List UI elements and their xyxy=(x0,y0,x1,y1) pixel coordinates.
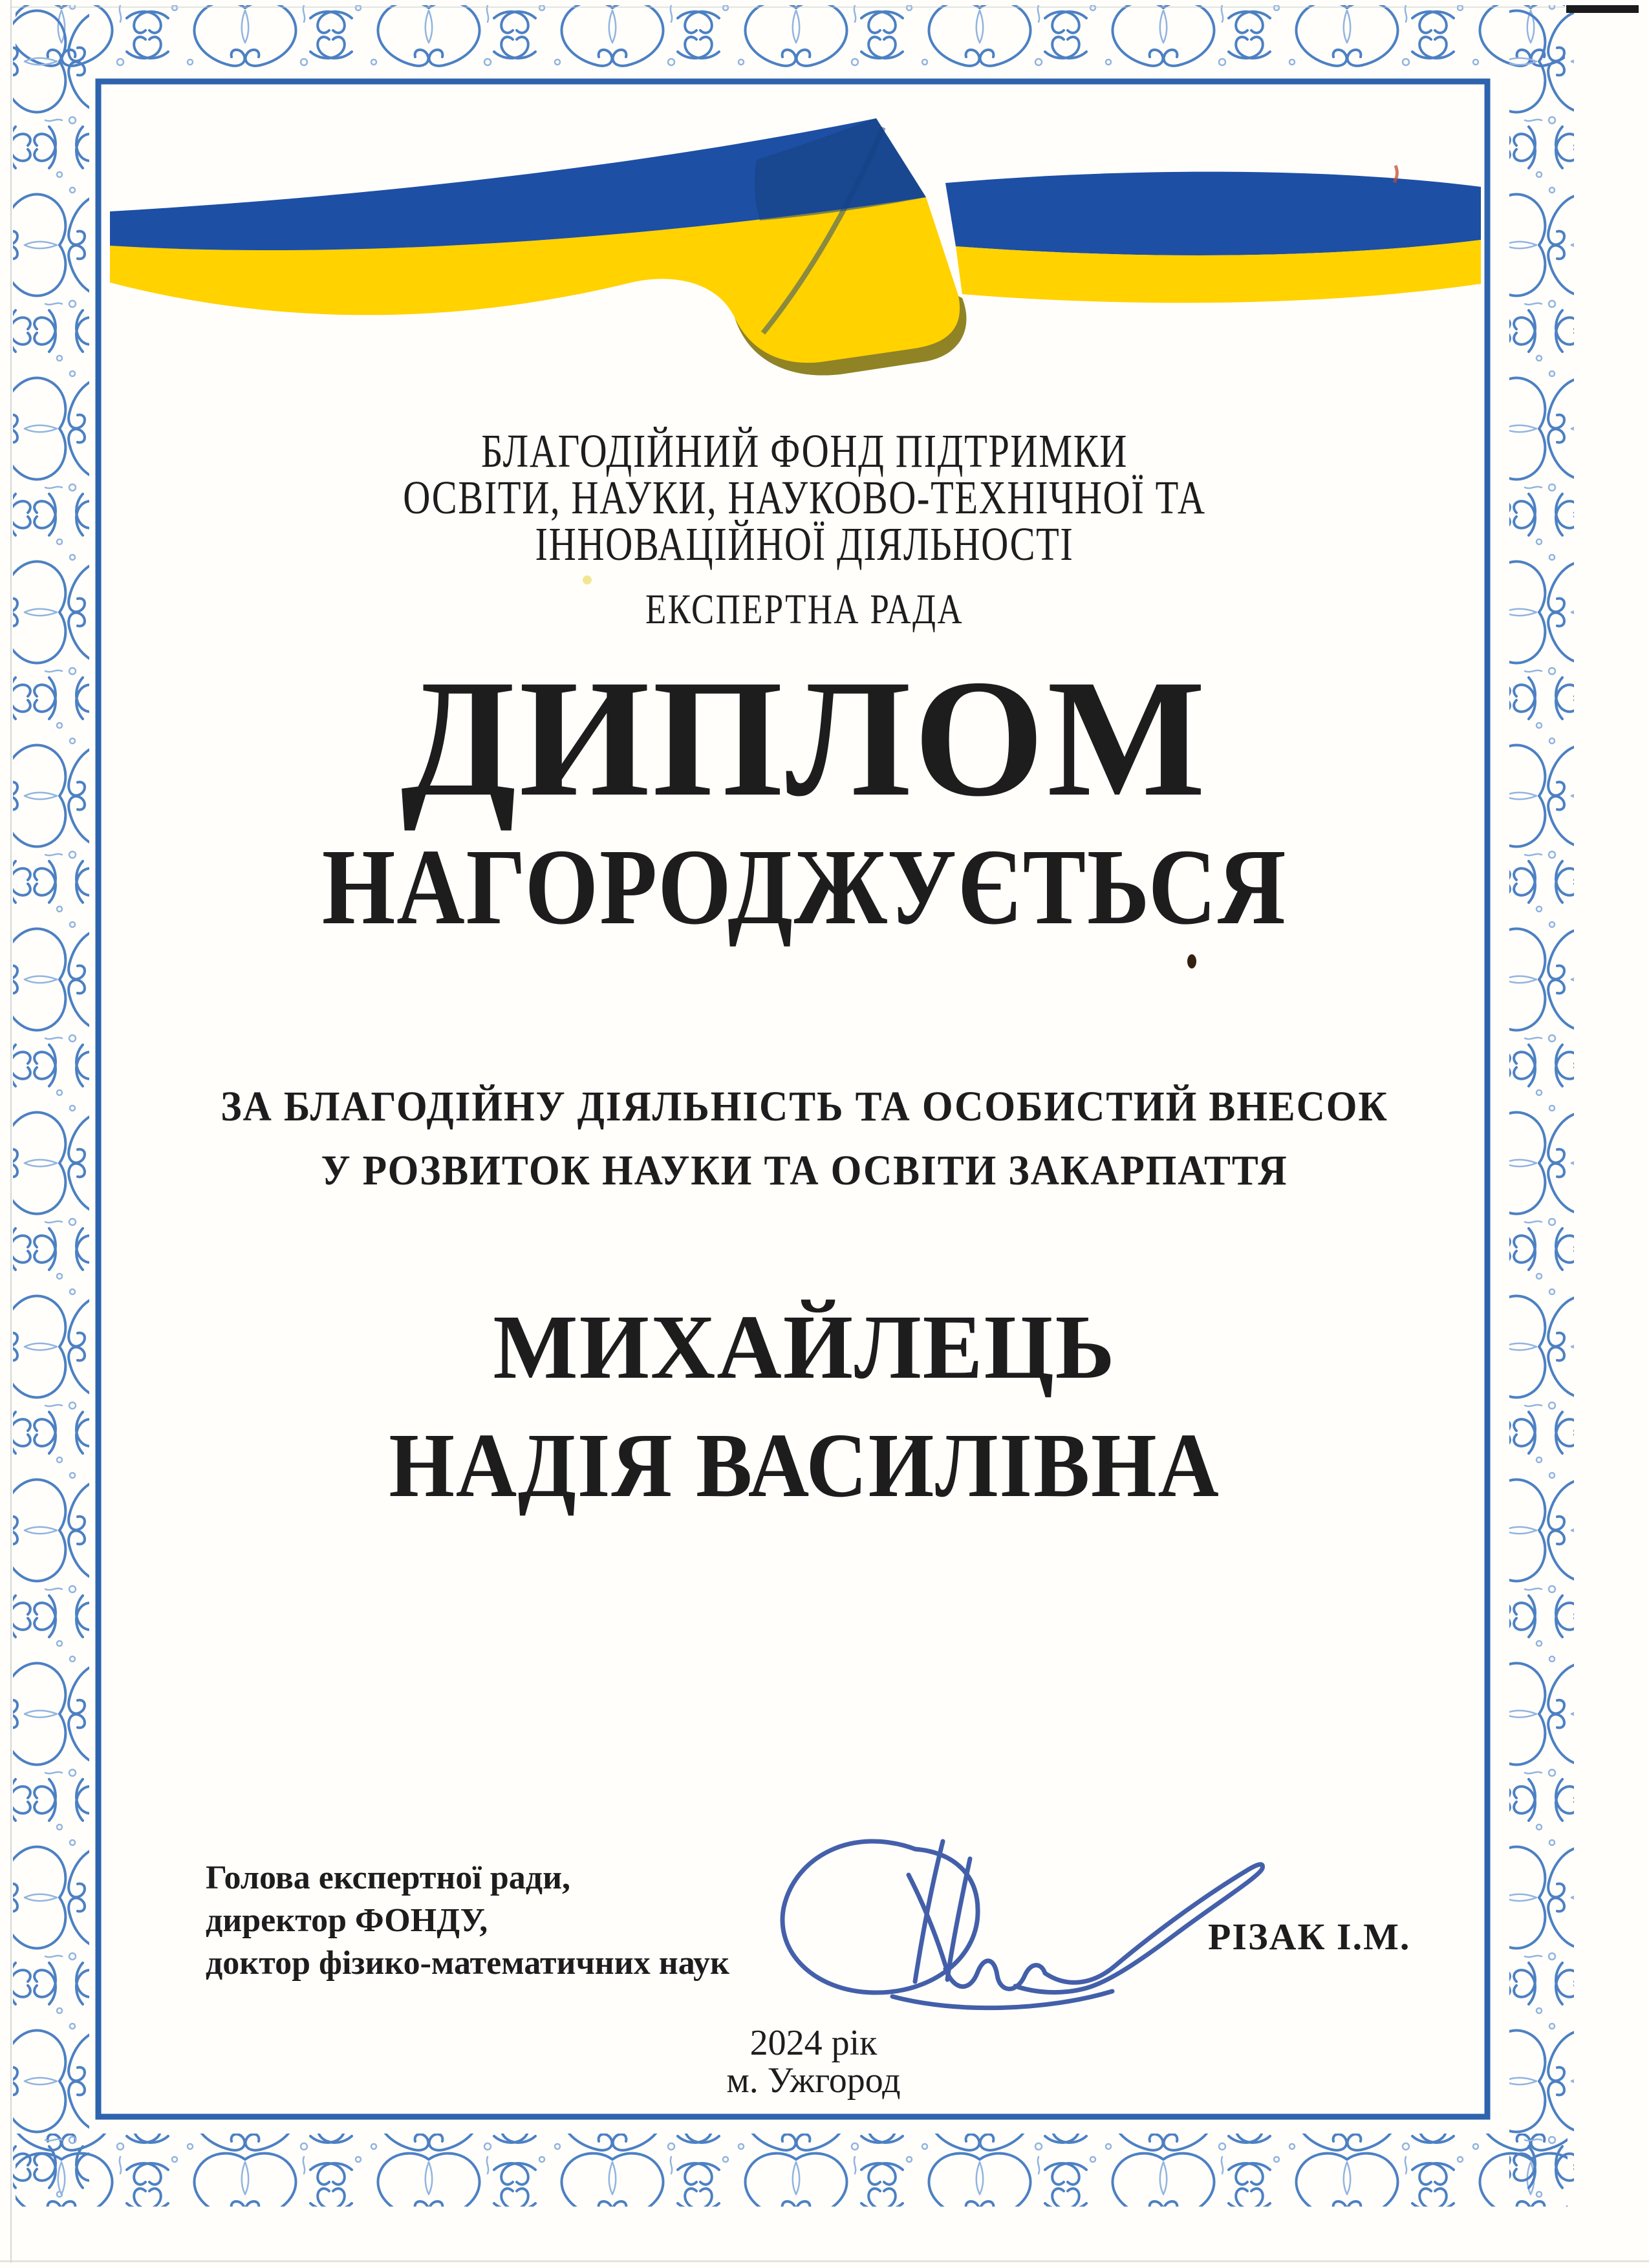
organization-line-2: ОСВІТИ, НАУКИ, НАУКОВО-ТЕХНІЧНОЇ ТА xyxy=(403,471,1206,524)
city-label: м. Ужгород xyxy=(726,2060,901,2101)
recipient-given-names: НАДІЯ ВАСИЛІВНА xyxy=(389,1414,1220,1516)
artifact-black-bar xyxy=(1566,5,1639,13)
paper-edge-top xyxy=(10,6,1565,8)
border-band-right xyxy=(1509,5,1574,2206)
organization-name xyxy=(249,425,1360,570)
paper-edge-left xyxy=(10,0,12,2263)
citation xyxy=(158,1075,1450,1203)
signer-role-line-3: доктор фізико-математичних наук xyxy=(206,1945,730,1982)
citation-line-2: У РОЗВИТОК НАУКИ ТА ОСВІТИ ЗАКАРПАТТЯ xyxy=(321,1147,1288,1194)
border-band-bottom xyxy=(16,2134,1568,2207)
expert-council-label: ЕКСПЕРТНА РАДА xyxy=(645,586,964,633)
artifact-red-tick xyxy=(1394,166,1397,182)
signer-role-line-2: директор ФОНДУ, xyxy=(206,1902,488,1939)
artifact-ink-dot xyxy=(1187,954,1196,968)
border-band-left xyxy=(13,5,89,2206)
recipient-surname: МИХАЙЛЕЦЬ xyxy=(493,1296,1116,1398)
ribbon-right-blue xyxy=(945,172,1481,255)
citation-line-1: ЗА БЛАГОДІЙНУ ДІЯЛЬНІСТЬ ТА ОСОБИСТИЙ ВНЕСОК xyxy=(221,1083,1388,1130)
flag-ribbon xyxy=(110,118,1481,376)
signer-role-block xyxy=(206,1857,729,1985)
signer-role-line-1: Голова експертної ради, xyxy=(206,1859,571,1896)
border-band-top xyxy=(16,5,1565,67)
year-label: 2024 рік xyxy=(749,2023,878,2063)
artifact-yellow-speck xyxy=(583,575,592,584)
paper-edge-bottom xyxy=(0,2260,1649,2262)
awarded-subtitle: НАГОРОДЖУЄТЬСЯ xyxy=(321,827,1288,947)
signer-name: РІЗАК І.М. xyxy=(1208,1916,1411,1958)
signature xyxy=(782,1841,1263,2008)
diploma-title: ДИПЛОМ xyxy=(400,645,1209,831)
organization-line-3: ІННОВАЦІЙНОЇ ДІЯЛЬНОСТІ xyxy=(535,518,1074,570)
organization-line-1: БЛАГОДІЙНИЙ ФОНД ПІДТРИМКИ xyxy=(480,425,1128,477)
